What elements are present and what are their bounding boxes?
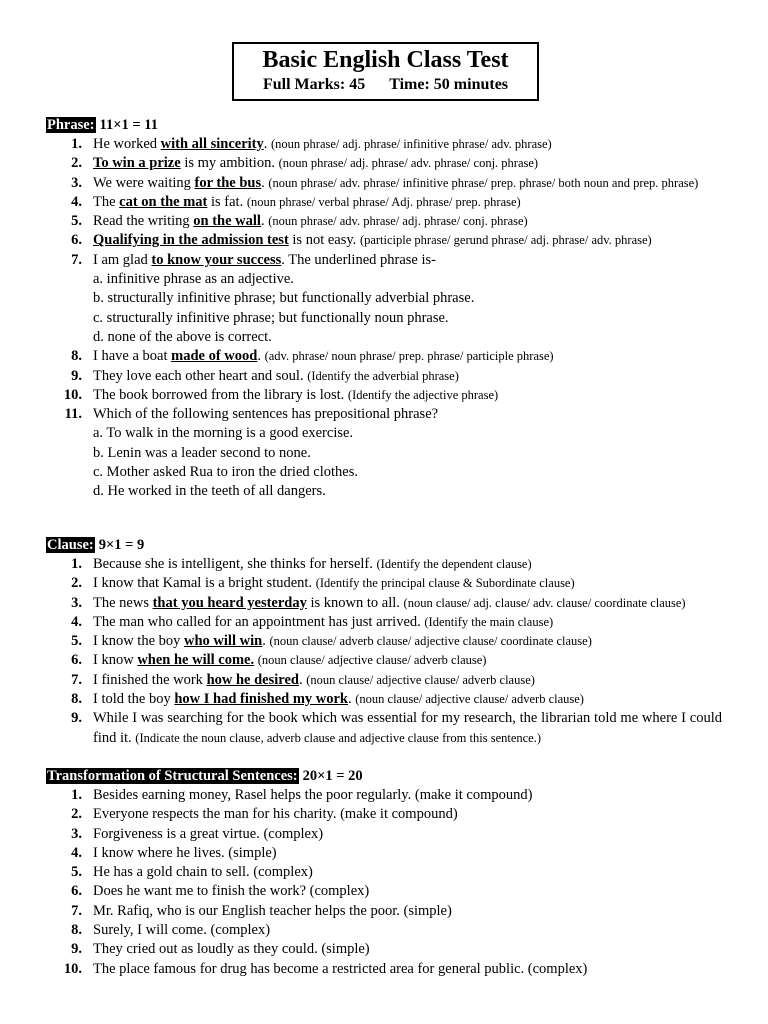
- transformation-q2: 2. Everyone respects the man for his charity. (make it compound): [71, 806, 458, 823]
- transformation-q1: 1. Besides earning money, Rasel helps the poor regularly. (make it compound): [71, 787, 533, 803]
- clause-heading: [46, 536, 722, 555]
- transformation-list: [46, 786, 722, 979]
- transformation-section: [46, 767, 722, 979]
- q7-option-d: d. none of the above is correct.: [93, 328, 272, 345]
- clause-marks: 9×1 = 9: [98, 537, 145, 553]
- clause-q7: 7. I finished the work how he desired. (noun clause/ adjective clause/ adverb clause): [71, 671, 535, 688]
- phrase-q11: 11. Which of the following sentences has prepositional phrase? a. To walk in the morning is a good exercise. b. Lenin was a leader second to none. c. Mother asked Rua to iron the dried clothes. d. He worked in the teeth of all dangers.: [46, 405, 722, 501]
- transformation-heading: [46, 767, 722, 786]
- clause-list: [46, 555, 722, 748]
- clause-q2: 2. I know that Kamal is a bright student. (Identify the principal clause & Subordinate clause): [71, 575, 575, 592]
- transformation-q9: 9. They cried out as loudly as they could. (simple): [71, 941, 370, 958]
- phrase-q10: 10. The book borrowed from the library is lost. (Identify the adjective phrase): [63, 386, 499, 403]
- title-box: [232, 42, 539, 101]
- transformation-q3: 3. Forgiveness is a great virtue. (complex): [71, 825, 324, 842]
- full-marks: Full Marks: 45: [262, 76, 366, 93]
- phrase-q9: 9. They love each other heart and soul. (Identify the adverbial phrase): [71, 367, 459, 384]
- clause-q8: 8. I told the boy how I had finished my work. (noun clause/ adjective clause/ adverb clause): [71, 691, 584, 708]
- q11-option-c: c. Mother asked Rua to iron the dried clothes.: [93, 464, 358, 481]
- transformation-marks: 20×1 = 20: [302, 768, 363, 784]
- phrase-q4: 4. The cat on the mat is fat. (noun phrase/ verbal phrase/ Adj. phrase/ prep. phrase): [71, 193, 521, 210]
- q11-option-a: a. To walk in the morning is a good exercise.: [93, 425, 354, 442]
- phrase-q1: 1. He worked with all sincerity. (noun phrase/ adj. phrase/ infinitive phrase/ adv. phrase): [71, 136, 552, 152]
- clause-q6: 6. I know when he will come. (noun clause/ adjective clause/ adverb clause): [71, 652, 487, 669]
- phrase-q5: 5. Read the writing on the wall. (noun phrase/ adv. phrase/ adj. phrase/ conj. phrase): [71, 213, 528, 230]
- phrase-section: [46, 116, 722, 502]
- exam-meta: [234, 74, 537, 96]
- q7-option-b: b. structurally infinitive phrase; but functionally adverbial phrase.: [93, 290, 475, 307]
- phrase-q8: 8. I have a boat made of wood. (adv. phrase/ noun phrase/ prep. phrase/ participle phrase): [71, 348, 554, 365]
- transformation-q5: 5. He has a gold chain to sell. (complex): [71, 864, 313, 881]
- clause-label: Clause:: [47, 537, 94, 553]
- clause-q1: 1. Because she is intelligent, she thinks for herself. (Identify the dependent clause): [71, 556, 532, 572]
- q7-option-c: c. structurally infinitive phrase; but functionally noun phrase.: [93, 309, 449, 326]
- transformation-q7: 7. Mr. Rafiq, who is our English teacher helps the poor. (simple): [71, 902, 452, 919]
- clause-section: [46, 536, 722, 748]
- clause-q3: 3. The news that you heard yesterday is known to all. (noun clause/ adj. clause/ adv. clause/ coordinate clause): [71, 594, 686, 611]
- phrase-q2: 2. To win a prize is my ambition. (noun phrase/ adj. phrase/ adv. phrase/ conj. phrase): [71, 155, 539, 172]
- phrase-q3: 3. We were waiting for the bus. (noun phrase/ adv. phrase/ infinitive phrase/ prep. phrase/ both noun and prep. phrase): [71, 174, 699, 191]
- transformation-label: Transformation of Structural Sentences:: [47, 768, 298, 784]
- page-title: Basic English Class Test: [262, 47, 509, 73]
- phrase-q7: 7. I am glad to know your success. The underlined phrase is- a. infinitive phrase as an adjective. b. structurally infinitive phrase; but functionally adverbial phrase. c. structurally infinitive phrase; but functionally noun phrase. d. none of the above is correct.: [46, 251, 722, 347]
- clause-q4: 4. The man who called for an appointment has just arrived. (Identify the main clause): [71, 613, 554, 630]
- transformation-q4: 4. I know where he lives. (simple): [71, 844, 277, 861]
- clause-q9: 9. While I was searching for the book which was essential for my research, the librarian told me where I could find it. (Indicate the noun clause, adverb clause and adjective clause from this sentence.): [71, 710, 722, 746]
- transformation-q6: 6. Does he want me to finish the work? (complex): [71, 883, 370, 900]
- q11-option-b: b. Lenin was a leader second to none.: [93, 444, 311, 461]
- phrase-label: Phrase:: [47, 117, 95, 133]
- q7-option-a: a. infinitive phrase as an adjective.: [93, 271, 294, 288]
- transformation-q8: 8. Surely, I will come. (complex): [71, 922, 271, 939]
- time-limit: Time: 50 minutes: [389, 76, 509, 93]
- phrase-marks: 11×1 = 11: [99, 117, 158, 133]
- q11-option-d: d. He worked in the teeth of all dangers.: [93, 483, 326, 500]
- transformation-q10: 10. The place famous for drug has become a restricted area for general public. (complex): [63, 960, 588, 977]
- phrase-list: [46, 135, 722, 502]
- phrase-heading: [46, 116, 722, 135]
- clause-q5: 5. I know the boy who will win. (noun clause/ adverb clause/ adjective clause/ coordinate clause): [71, 633, 592, 650]
- phrase-q6: 6. Qualifying in the admission test is not easy. (participle phrase/ gerund phrase/ adj. phrase/ adv. phrase): [71, 232, 652, 249]
